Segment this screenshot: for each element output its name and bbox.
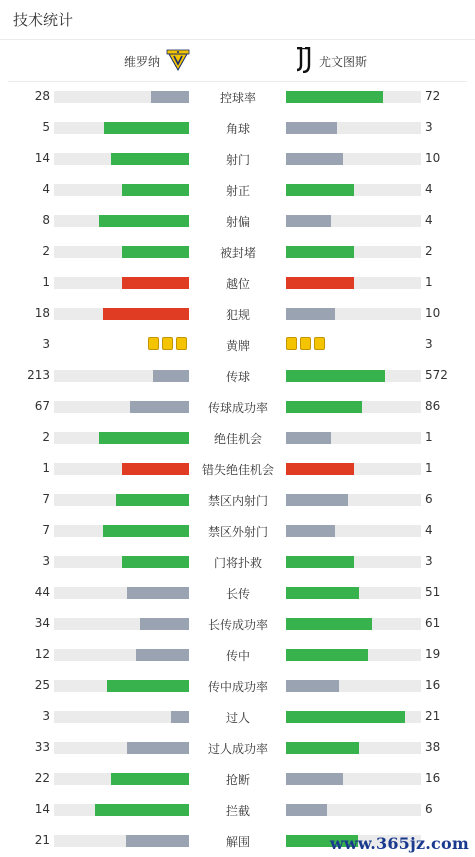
stat-row: [0, 546, 475, 577]
home-stat-bar: [54, 308, 189, 320]
away-stat-bar: [286, 277, 421, 289]
home-stat-value: 25: [34, 678, 50, 692]
home-stat-value: 28: [34, 89, 50, 103]
away-stat-value: 10: [425, 151, 441, 165]
stat-row: [0, 329, 475, 360]
stat-label: 传球成功率: [207, 401, 268, 415]
home-stat-value: 3: [42, 554, 50, 568]
away-stat-bar: [286, 587, 421, 599]
stat-row: [0, 794, 475, 825]
away-stat-bar-fill: [286, 308, 335, 320]
away-stat-bar: [286, 649, 421, 661]
away-stat-bar-fill: [286, 649, 368, 661]
stat-label: 长传: [225, 587, 250, 601]
home-stat-bar-fill: [122, 184, 190, 196]
away-stat-bar: [286, 742, 421, 754]
stat-row: [0, 670, 475, 701]
home-stat-bar: [54, 773, 189, 785]
away-stat-value: 3: [425, 554, 433, 568]
away-stat-bar-fill: [286, 804, 327, 816]
stat-label: 角球: [225, 122, 250, 136]
home-stat-bar: [54, 649, 189, 661]
stat-row: [0, 732, 475, 763]
home-team-name[interactable]: 维罗纳: [124, 55, 161, 69]
stat-row: [0, 236, 475, 267]
stat-row: [0, 205, 475, 236]
home-stat-value: 21: [34, 833, 50, 847]
away-stat-bar-fill: [286, 618, 372, 630]
away-stat-value: 3: [425, 337, 433, 351]
home-stat-bar-fill: [127, 587, 189, 599]
away-stat-bar-fill: [286, 773, 343, 785]
home-stat-bar-fill: [122, 463, 190, 475]
stat-row: [0, 267, 475, 298]
stat-label: 射正: [225, 184, 250, 198]
home-stat-value: 67: [34, 399, 50, 413]
home-stat-bar: [54, 91, 189, 103]
away-stat-bar-fill: [286, 246, 354, 258]
home-stat-bar-fill: [122, 556, 190, 568]
away-stat-value: 4: [425, 213, 433, 227]
away-stat-bar-fill: [286, 215, 331, 227]
away-stat-bar: [286, 401, 421, 413]
stat-label: 射偏: [225, 215, 250, 229]
away-stat-bar-fill: [286, 153, 343, 165]
away-stat-value: 1: [425, 430, 433, 444]
stat-row: [0, 608, 475, 639]
stats-header: [0, 0, 475, 40]
away-stat-bar-fill: [286, 184, 354, 196]
home-stat-bar: [54, 215, 189, 227]
away-stat-bar-fill: [286, 91, 383, 103]
home-stat-value: 3: [42, 709, 50, 723]
home-stat-value: 1: [42, 461, 50, 475]
home-stat-bar-fill: [127, 742, 189, 754]
away-stat-bar: [286, 91, 421, 103]
home-stat-bar-fill: [126, 835, 189, 847]
home-stat-bar: [54, 525, 189, 537]
stat-label: 门将扑救: [213, 556, 262, 570]
stat-label: 传中: [225, 649, 250, 663]
away-stat-bar-fill: [286, 556, 354, 568]
stat-label: 越位: [225, 277, 250, 291]
away-stat-value: 6: [425, 802, 433, 816]
stat-row: [0, 422, 475, 453]
home-stat-bar-fill: [153, 370, 189, 382]
verona-logo-icon: [166, 49, 190, 71]
stat-row: [0, 112, 475, 143]
home-stat-bar: [54, 556, 189, 568]
away-yellow-cards: [286, 337, 325, 350]
stat-row: [0, 763, 475, 794]
stat-label: 射门: [225, 153, 250, 167]
home-yellow-cards: [148, 337, 187, 350]
away-stat-value: 38: [425, 740, 441, 754]
away-stat-bar: [286, 463, 421, 475]
stat-row: [0, 391, 475, 422]
home-stat-bar-fill: [103, 308, 189, 320]
stat-row: [0, 360, 475, 391]
stat-label: 拦截: [225, 804, 250, 818]
home-stat-bar-fill: [103, 525, 189, 537]
away-stat-bar: [286, 680, 421, 692]
stat-row: [0, 701, 475, 732]
stat-label: 黄牌: [225, 339, 250, 353]
stat-row: [0, 453, 475, 484]
away-stat-value: 4: [425, 182, 433, 196]
home-stat-bar-fill: [151, 91, 189, 103]
stat-label: 犯规: [225, 308, 250, 322]
away-stat-bar: [286, 215, 421, 227]
home-stat-value: 8: [42, 213, 50, 227]
home-stat-bar: [54, 587, 189, 599]
stat-label: 被封堵: [219, 246, 256, 260]
home-stat-value: 44: [34, 585, 50, 599]
away-stat-bar-fill: [286, 711, 405, 723]
home-stat-bar: [54, 246, 189, 258]
stat-label: 控球率: [219, 91, 256, 105]
home-stat-value: 22: [34, 771, 50, 785]
home-stat-value: 7: [42, 492, 50, 506]
away-stat-value: 16: [425, 678, 441, 692]
away-stat-bar: [286, 804, 421, 816]
away-stat-bar: [286, 773, 421, 785]
away-stat-bar-fill: [286, 401, 362, 413]
teams-bar: [8, 40, 467, 82]
stat-label: 传中成功率: [207, 680, 268, 694]
home-stat-bar: [54, 680, 189, 692]
away-stat-value: 19: [425, 647, 441, 661]
stat-label: 过人成功率: [207, 742, 268, 756]
home-stat-bar-fill: [104, 122, 189, 134]
away-stat-bar-fill: [286, 432, 331, 444]
home-stat-bar-fill: [140, 618, 189, 630]
home-stat-bar: [54, 122, 189, 134]
away-stat-value: 21: [425, 709, 441, 723]
stat-label: 过人: [225, 711, 250, 725]
home-stat-bar-fill: [95, 804, 190, 816]
home-stat-value: 3: [42, 337, 50, 351]
stat-row: [0, 143, 475, 174]
juventus-logo-icon: [295, 47, 311, 73]
away-stat-bar-fill: [286, 525, 335, 537]
away-stat-bar-fill: [286, 122, 337, 134]
home-stat-bar: [54, 277, 189, 289]
away-stat-bar-fill: [286, 463, 354, 475]
home-stat-bar-fill: [130, 401, 189, 413]
yellow-card-icon: [176, 337, 187, 350]
stat-row: [0, 174, 475, 205]
away-stat-bar-fill: [286, 277, 354, 289]
home-stat-value: 18: [34, 306, 50, 320]
stats-list: [0, 81, 475, 856]
away-stat-bar-fill: [286, 742, 359, 754]
away-stat-bar: [286, 556, 421, 568]
home-stat-value: 1: [42, 275, 50, 289]
home-stat-value: 12: [34, 647, 50, 661]
home-stat-value: 5: [42, 120, 50, 134]
watermark: www.365jz.com: [329, 834, 469, 853]
stat-label: 禁区外射门: [207, 525, 268, 539]
stat-label: 绝佳机会: [213, 432, 262, 446]
stat-row: [0, 484, 475, 515]
away-stat-bar: [286, 184, 421, 196]
home-stat-bar-fill: [136, 649, 189, 661]
home-stat-value: 34: [34, 616, 50, 630]
stat-label: 错失绝佳机会: [201, 463, 274, 477]
away-stat-value: 3: [425, 120, 433, 134]
home-stat-value: 2: [42, 244, 50, 258]
stat-row: [0, 81, 475, 112]
away-stat-bar: [286, 618, 421, 630]
home-stat-bar: [54, 401, 189, 413]
home-stat-value: 4: [42, 182, 50, 196]
yellow-card-icon: [300, 337, 311, 350]
away-stat-bar: [286, 370, 421, 382]
away-stat-value: 572: [425, 368, 448, 382]
home-stat-value: 2: [42, 430, 50, 444]
away-stat-bar: [286, 153, 421, 165]
home-stat-bar-fill: [122, 277, 190, 289]
home-stat-value: 14: [34, 151, 50, 165]
away-stat-bar: [286, 525, 421, 537]
page-title: 技术统计: [13, 11, 74, 29]
away-stat-value: 6: [425, 492, 433, 506]
home-stat-bar: [54, 184, 189, 196]
home-stat-bar: [54, 742, 189, 754]
home-stat-bar: [54, 804, 189, 816]
away-stat-value: 51: [425, 585, 441, 599]
away-stat-bar-fill: [286, 587, 359, 599]
stat-row: [0, 515, 475, 546]
away-stat-value: 86: [425, 399, 441, 413]
home-stat-value: 213: [27, 368, 50, 382]
home-stat-value: 33: [34, 740, 50, 754]
home-stat-bar: [54, 835, 189, 847]
away-stat-bar: [286, 432, 421, 444]
home-stat-bar: [54, 463, 189, 475]
home-stat-bar-fill: [122, 246, 190, 258]
away-stat-value: 1: [425, 461, 433, 475]
stat-label: 长传成功率: [207, 618, 268, 632]
home-stat-value: 14: [34, 802, 50, 816]
away-stat-value: 16: [425, 771, 441, 785]
stat-label: 解围: [225, 835, 250, 849]
away-stat-value: 61: [425, 616, 441, 630]
away-stat-value: 4: [425, 523, 433, 537]
yellow-card-icon: [314, 337, 325, 350]
away-team-name[interactable]: 尤文图斯: [319, 55, 368, 69]
stat-label: 抢断: [225, 773, 250, 787]
yellow-card-icon: [286, 337, 297, 350]
home-stat-bar: [54, 153, 189, 165]
away-stat-bar-fill: [286, 680, 339, 692]
home-stat-bar-fill: [111, 773, 189, 785]
away-stat-bar: [286, 122, 421, 134]
away-stat-bar-fill: [286, 370, 385, 382]
yellow-card-icon: [162, 337, 173, 350]
home-stat-bar-fill: [116, 494, 189, 506]
home-stat-bar: [54, 432, 189, 444]
away-stat-value: 1: [425, 275, 433, 289]
home-stat-bar-fill: [99, 432, 189, 444]
home-stat-value: 7: [42, 523, 50, 537]
home-stat-bar: [54, 618, 189, 630]
away-stat-bar: [286, 246, 421, 258]
stat-row: [0, 298, 475, 329]
stat-row: [0, 577, 475, 608]
away-stat-bar: [286, 494, 421, 506]
home-stat-bar: [54, 370, 189, 382]
home-stat-bar: [54, 711, 189, 723]
away-stat-value: 72: [425, 89, 441, 103]
home-stat-bar-fill: [99, 215, 189, 227]
yellow-card-icon: [148, 337, 159, 350]
home-stat-bar-fill: [171, 711, 189, 723]
home-stat-bar: [54, 494, 189, 506]
home-stat-bar-fill: [107, 680, 189, 692]
away-stat-bar: [286, 308, 421, 320]
away-stat-bar-fill: [286, 494, 348, 506]
away-stat-value: 10: [425, 306, 441, 320]
home-stat-bar-fill: [111, 153, 189, 165]
stat-label: 禁区内射门: [207, 494, 268, 508]
away-stat-bar: [286, 711, 421, 723]
away-stat-value: 2: [425, 244, 433, 258]
stat-row: [0, 639, 475, 670]
stat-label: 传球: [225, 370, 250, 384]
